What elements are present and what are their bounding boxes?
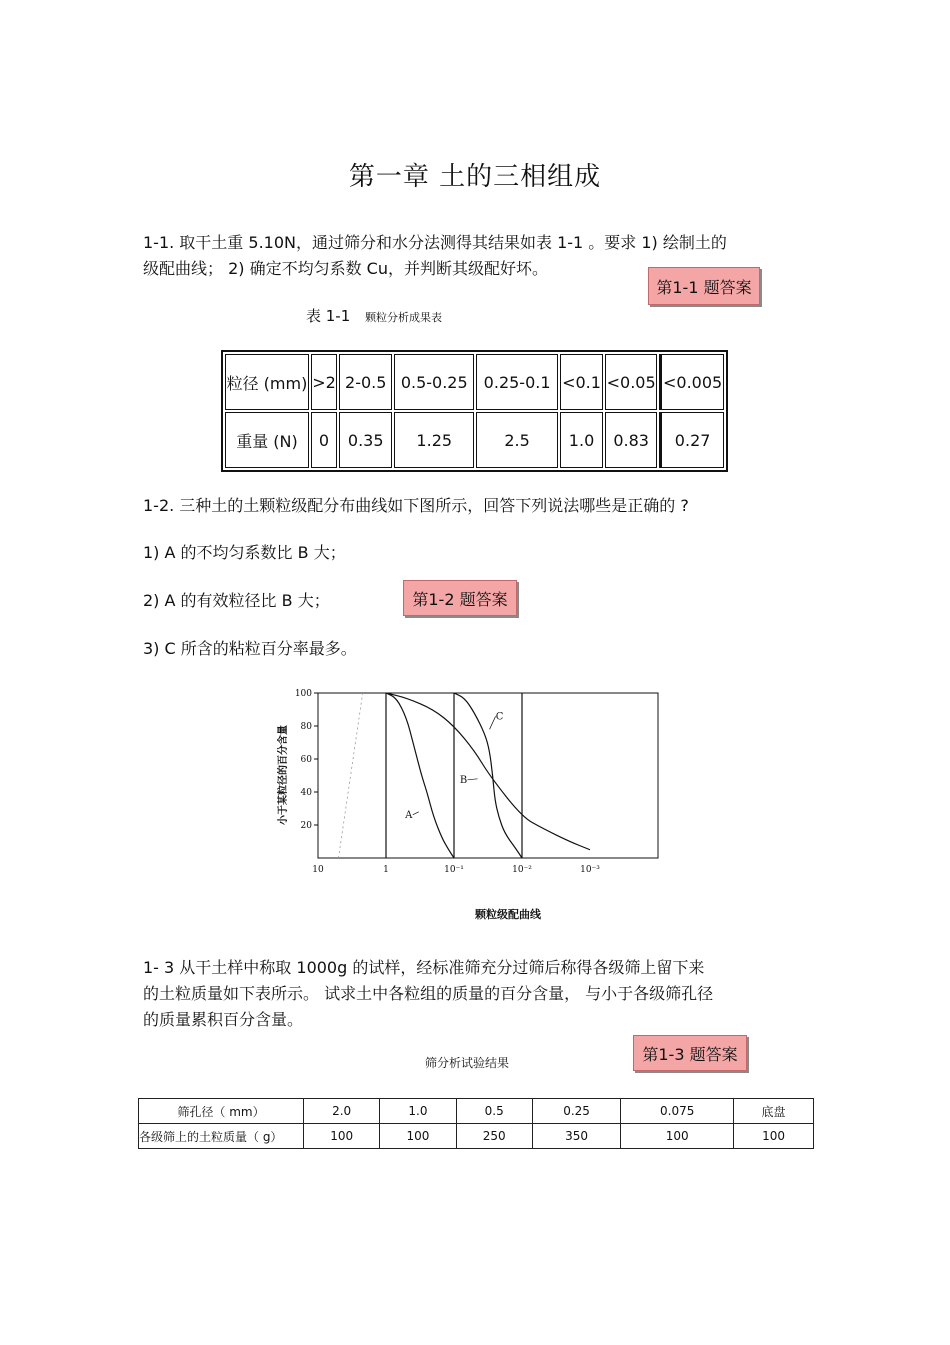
table-cell: 0.5 (456, 1099, 532, 1124)
y-tick-label: 60 (300, 755, 312, 765)
table-cell: <0.005 (659, 354, 724, 410)
table-cell: 重量 (N) (225, 412, 309, 468)
table-cell: >2 (311, 354, 337, 410)
gradation-chart (270, 680, 690, 930)
table2-caption: 筛分析试验结果 (425, 1056, 510, 1070)
q2-line1: 1-2. 三种土的土颗粒级配分布曲线如下图所示，回答下列说法哪些是正确的 ? (143, 496, 689, 515)
plot-frame (318, 693, 658, 858)
q3-line1: 1- 3 从干土样中称取 1000g 的试样，经标准筛充分过筛后称得各级筛上留下来 (143, 958, 705, 977)
table-cell: <0.05 (605, 354, 657, 410)
table-cell: <0.1 (560, 354, 603, 410)
chapter-title: 第一章 土的三相组成 (348, 162, 602, 192)
table1-caption-main: 表 1-1 (306, 307, 351, 325)
table1-caption-sub: 颗粒分析成果表 (365, 311, 443, 324)
table-cell: 0.25-0.1 (476, 354, 558, 410)
x-tick-label: 10⁻³ (580, 865, 600, 875)
table-row (139, 1124, 814, 1149)
table-cell: 1.25 (394, 412, 474, 468)
x-tick-label: 10⁻² (512, 865, 532, 875)
table-row (225, 412, 724, 468)
y-tick-label: 40 (300, 788, 312, 798)
series-curve-b (386, 693, 590, 850)
q3-line3: 的质量累积百分含量。 (143, 1010, 304, 1029)
x-tick-label: 1 (383, 865, 389, 875)
y-tick-label: 20 (300, 821, 312, 831)
reference-line (338, 693, 362, 858)
answer-1-3-button[interactable]: 第1-3 题答案 (633, 1035, 747, 1071)
table-cell: 0 (311, 412, 337, 468)
table-cell: 250 (456, 1124, 532, 1149)
table-cell: 0.35 (339, 412, 392, 468)
q2-item2: 2) A 的有效粒径比 B 大； (143, 591, 330, 610)
series-leader-c (490, 716, 496, 729)
table-cell: 100 (304, 1124, 380, 1149)
q3-text (143, 955, 823, 1033)
q3-line2: 的土粒质量如下表所示。 试求土中各粒组的质量的百分含量， 与小于各级筛孔径 (143, 984, 714, 1003)
table-row (139, 1099, 814, 1124)
answer-1-1-button[interactable]: 第1-1 题答案 (648, 267, 760, 305)
series-label-c: C (495, 711, 504, 723)
y-axis-label: 小于某粒径的百分含量 (278, 725, 289, 825)
sieve-analysis-table (138, 1098, 814, 1149)
table1-caption (306, 305, 442, 326)
y-tick-label: 80 (300, 722, 312, 732)
series-leader-b (468, 779, 478, 780)
series-label-a: A (405, 809, 413, 821)
table-cell: 0.075 (621, 1099, 734, 1124)
table-cell: 0.5-0.25 (394, 354, 474, 410)
answer-1-2-button[interactable]: 第1-2 题答案 (403, 580, 517, 616)
series-label-b: B (459, 774, 468, 786)
table-cell: 2-0.5 (339, 354, 392, 410)
table-cell: 1.0 (560, 412, 603, 468)
table-cell: 底盘 (734, 1099, 814, 1124)
q2-item1: 1) A 的不均匀系数比 B 大； (143, 543, 346, 562)
q2-item3: 3) C 所含的粘粒百分率最多。 (143, 639, 357, 658)
particle-analysis-table (221, 350, 728, 472)
x-tick-label: 10 (312, 865, 324, 875)
table-cell: 粒径 (mm) (225, 354, 309, 410)
table-cell: 各级筛上的土粒质量（ g） (139, 1124, 304, 1149)
table-cell: 筛孔径（ mm） (139, 1099, 304, 1124)
table-cell: 100 (734, 1124, 814, 1149)
table-cell: 1.0 (380, 1099, 456, 1124)
table-cell: 2.0 (304, 1099, 380, 1124)
table-cell: 350 (532, 1124, 620, 1149)
y-tick-label: 100 (294, 689, 312, 699)
q1-line1: 1-1. 取干土重 5.10N，通过筛分和水分法测得其结果如表 1-1 。要求 1) 绘制土的 (143, 233, 727, 252)
x-tick-label: 10⁻¹ (444, 865, 464, 875)
table-cell: 0.83 (605, 412, 657, 468)
table-cell: 100 (380, 1124, 456, 1149)
series-leader-a (413, 812, 419, 815)
x-axis-label: 颗粒级配曲线 (475, 908, 541, 921)
table-row (225, 354, 724, 410)
table-cell: 0.25 (532, 1099, 620, 1124)
table-cell: 0.27 (659, 412, 724, 468)
table-cell: 100 (621, 1124, 734, 1149)
q1-line2: 级配曲线； 2) 确定不均匀系数 Cu，并判断其级配好坏。 (143, 259, 548, 278)
table-cell: 2.5 (476, 412, 558, 468)
